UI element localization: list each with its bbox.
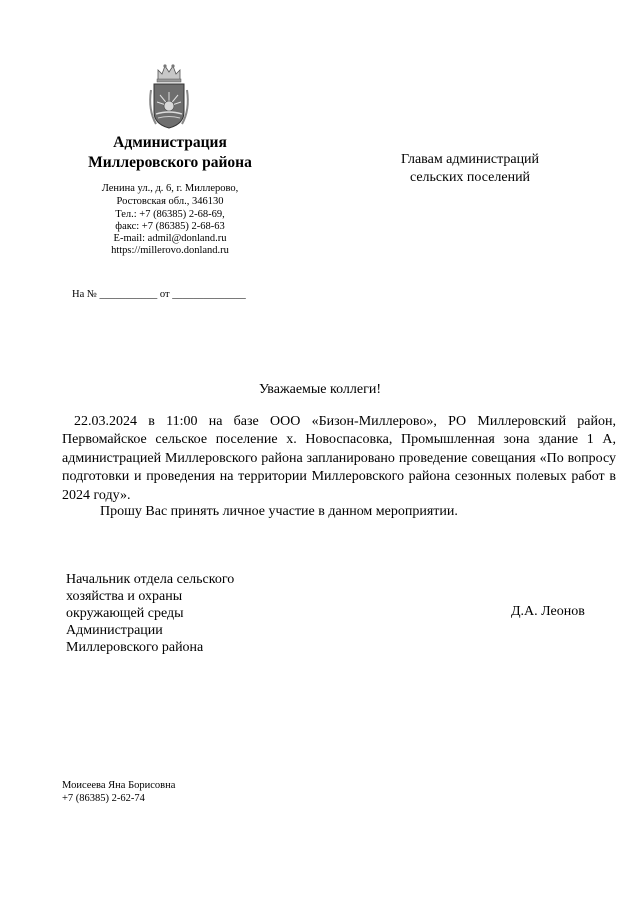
recipient-line2: сельских поселений [409,170,531,185]
address-line: Ростовская обл., 346130 [116,196,224,207]
executor-phone: +7 (86385) 2-62-74 [62,793,145,804]
address-line: Ленина ул., д. 6, г. Миллерово, [101,183,239,194]
body-paragraph [62,413,616,505]
phone-line: Тел.: +7 (86385) 2-68-69, [115,209,225,220]
recipient-line1: Главам администраций [400,152,540,167]
signature-position-line: Начальник отдела сельского [66,572,235,587]
greeting: Уважаемые коллеги! [258,382,382,397]
email-line: E-mail: admil@donland.ru [113,233,227,244]
reference-number-line: На № ___________ от ______________ [72,289,246,300]
coat-of-arms-icon [146,60,192,132]
signature-position-line: хозяйства и охраны [66,589,183,604]
org-title-line2: Миллеровского района [88,154,252,171]
signature-position-line: Администрации [66,623,163,638]
signature-position-line: окружающей среды [66,606,184,621]
body-paragraph-text: 22.03.2024 в 11:00 на базе ООО «Бизон-Миллерово», РО Миллеровский район, Первомайское сельское поселение х. Новоспасовка, Промышленная зона здание 1 А, администрацией Миллеровского района запланировано проведение совещания «По вопросу подготовки и проведения на территории Миллеровского района сезонных полевых работ в 2024 году». [62,414,616,503]
executor-name: Моисеева Яна Борисовна [62,780,176,791]
signature-name: Д.А. Леонов [511,604,585,619]
org-title-line1: Администрация [113,134,227,151]
fax-line: факс: +7 (86385) 2-68-63 [115,221,225,232]
website-line: https://millerovo.donland.ru [111,245,229,256]
request-paragraph: Прошу Вас принять личное участие в данном мероприятии. [100,504,458,519]
signature-position-line: Миллеровского района [66,640,204,655]
